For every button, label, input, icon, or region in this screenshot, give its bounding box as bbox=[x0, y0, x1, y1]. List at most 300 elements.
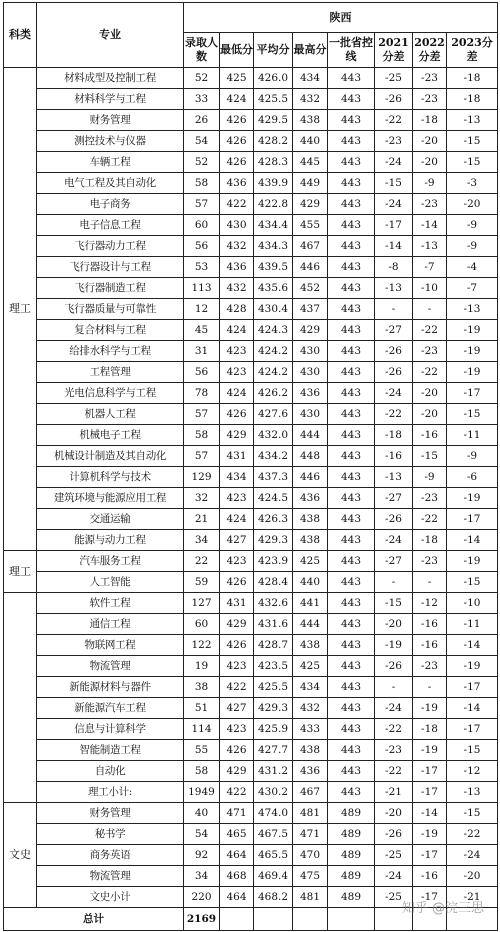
diff-2022-cell: -17 bbox=[413, 761, 447, 782]
avg-score-cell: 423.5 bbox=[254, 656, 293, 677]
diff-2023-cell: -11 bbox=[447, 425, 498, 446]
max-score-cell: 455 bbox=[293, 215, 328, 236]
max-score-cell: 444 bbox=[293, 425, 328, 446]
count-cell: 12 bbox=[184, 299, 220, 320]
header-col: 一批省控线 bbox=[328, 33, 375, 68]
major-cell: 人工智能 bbox=[37, 572, 184, 593]
diff-2022-cell: -23 bbox=[413, 194, 447, 215]
avg-score-cell: 423.9 bbox=[254, 551, 293, 572]
control-line-cell: 443 bbox=[328, 341, 375, 362]
diff-2023-cell: -15 bbox=[447, 803, 498, 824]
diff-2022-cell: -18 bbox=[413, 110, 447, 131]
count-cell: 52 bbox=[184, 152, 220, 173]
count-cell: 57 bbox=[184, 446, 220, 467]
min-score-cell: 422 bbox=[220, 677, 254, 698]
diff-2022-cell: -7 bbox=[413, 257, 447, 278]
max-score-cell: 438 bbox=[293, 110, 328, 131]
min-score-cell: 431 bbox=[220, 593, 254, 614]
header-category: 科类 bbox=[4, 3, 37, 68]
min-score-cell: 422 bbox=[220, 194, 254, 215]
count-cell: 58 bbox=[184, 173, 220, 194]
diff-2023-cell: -19 bbox=[447, 488, 498, 509]
header-col: 最高分 bbox=[293, 33, 328, 68]
control-line-cell: 443 bbox=[328, 299, 375, 320]
major-cell: 自动化 bbox=[37, 761, 184, 782]
count-cell: 21 bbox=[184, 509, 220, 530]
control-line-cell: 443 bbox=[328, 551, 375, 572]
min-score-cell: 432 bbox=[220, 278, 254, 299]
table-row bbox=[4, 488, 498, 509]
avg-score-cell: 432.0 bbox=[254, 425, 293, 446]
max-score-cell: 481 bbox=[293, 803, 328, 824]
avg-score-cell: 467.5 bbox=[254, 824, 293, 845]
control-line-cell: 443 bbox=[328, 152, 375, 173]
diff-2021-cell: -21 bbox=[375, 782, 413, 803]
avg-score-cell: 425.5 bbox=[254, 89, 293, 110]
max-score-cell: 437 bbox=[293, 299, 328, 320]
avg-score-cell: 427.6 bbox=[254, 404, 293, 425]
table-row bbox=[4, 845, 498, 866]
count-cell: 129 bbox=[184, 467, 220, 488]
count-cell: 53 bbox=[184, 257, 220, 278]
diff-2021-cell: - bbox=[375, 299, 413, 320]
count-cell: 113 bbox=[184, 278, 220, 299]
table-row bbox=[4, 68, 498, 89]
max-score-cell: 429 bbox=[293, 320, 328, 341]
avg-score-cell: 424.5 bbox=[254, 488, 293, 509]
max-score-cell: 440 bbox=[293, 572, 328, 593]
count-cell: 58 bbox=[184, 761, 220, 782]
diff-2022-cell: -9 bbox=[413, 467, 447, 488]
diff-2023-cell: -18 bbox=[447, 89, 498, 110]
diff-2021-cell: -22 bbox=[375, 761, 413, 782]
diff-2021-cell: -27 bbox=[375, 551, 413, 572]
max-score-cell: 445 bbox=[293, 152, 328, 173]
control-line-cell: 443 bbox=[328, 488, 375, 509]
major-cell: 汽车服务工程 bbox=[37, 551, 184, 572]
table-row bbox=[4, 740, 498, 761]
table-row bbox=[4, 656, 498, 677]
count-cell: 58 bbox=[184, 425, 220, 446]
major-cell: 飞行器质量与可靠性 bbox=[37, 299, 184, 320]
diff-2021-cell: -20 bbox=[375, 614, 413, 635]
min-score-cell: 436 bbox=[220, 173, 254, 194]
min-score-cell: 424 bbox=[220, 383, 254, 404]
count-cell: 32 bbox=[184, 488, 220, 509]
control-line-cell: 443 bbox=[328, 278, 375, 299]
major-cell: 交通运输 bbox=[37, 509, 184, 530]
table-body bbox=[4, 68, 498, 908]
control-line-cell: 443 bbox=[328, 194, 375, 215]
diff-2022-cell: -22 bbox=[413, 509, 447, 530]
control-line-cell: 489 bbox=[328, 887, 375, 908]
table-row bbox=[4, 866, 498, 887]
major-cell: 电子商务 bbox=[37, 194, 184, 215]
major-cell: 软件工程 bbox=[37, 593, 184, 614]
major-cell: 飞行器制造工程 bbox=[37, 278, 184, 299]
diff-2022-cell: -19 bbox=[413, 698, 447, 719]
count-cell: 19 bbox=[184, 656, 220, 677]
diff-2021-cell: -16 bbox=[375, 446, 413, 467]
diff-2023-cell: -17 bbox=[447, 677, 498, 698]
major-cell: 测控技术与仪器 bbox=[37, 131, 184, 152]
table-row bbox=[4, 362, 498, 383]
diff-2022-cell: -16 bbox=[413, 635, 447, 656]
max-score-cell: 446 bbox=[293, 257, 328, 278]
major-cell: 飞行器动力工程 bbox=[37, 236, 184, 257]
diff-2022-cell: -17 bbox=[413, 887, 447, 908]
control-line-cell: 443 bbox=[328, 215, 375, 236]
control-line-cell: 443 bbox=[328, 425, 375, 446]
control-line-cell: 443 bbox=[328, 614, 375, 635]
count-cell: 54 bbox=[184, 824, 220, 845]
major-cell: 物流管理 bbox=[37, 656, 184, 677]
avg-score-cell: 425.5 bbox=[254, 677, 293, 698]
count-cell: 34 bbox=[184, 530, 220, 551]
table-row bbox=[4, 257, 498, 278]
diff-2021-cell: -26 bbox=[375, 509, 413, 530]
diff-2022-cell: -20 bbox=[413, 131, 447, 152]
diff-2023-cell: -22 bbox=[447, 824, 498, 845]
category-cell: 理工 bbox=[4, 68, 37, 551]
control-line-cell: 443 bbox=[328, 89, 375, 110]
min-score-cell: 425 bbox=[220, 68, 254, 89]
diff-2021-cell: -23 bbox=[375, 131, 413, 152]
count-cell: 60 bbox=[184, 215, 220, 236]
control-line-cell: 443 bbox=[328, 530, 375, 551]
count-cell: 33 bbox=[184, 89, 220, 110]
table-header bbox=[4, 3, 498, 68]
count-cell: 60 bbox=[184, 614, 220, 635]
max-score-cell: 446 bbox=[293, 467, 328, 488]
control-line-cell: 443 bbox=[328, 404, 375, 425]
diff-2022-cell: -12 bbox=[413, 593, 447, 614]
diff-2022-cell: -16 bbox=[413, 866, 447, 887]
major-cell: 飞行器设计与工程 bbox=[37, 257, 184, 278]
diff-2021-cell: -24 bbox=[375, 152, 413, 173]
total-count: 2169 bbox=[184, 908, 220, 931]
max-score-cell: 433 bbox=[293, 719, 328, 740]
diff-2023-cell: -21 bbox=[447, 887, 498, 908]
control-line-cell: 443 bbox=[328, 635, 375, 656]
min-score-cell: 426 bbox=[220, 131, 254, 152]
diff-2023-cell: -19 bbox=[447, 362, 498, 383]
max-score-cell: 425 bbox=[293, 551, 328, 572]
table-row bbox=[4, 635, 498, 656]
min-score-cell: 431 bbox=[220, 446, 254, 467]
major-cell: 建筑环境与能源应用工程 bbox=[37, 488, 184, 509]
min-score-cell: 423 bbox=[220, 488, 254, 509]
min-score-cell: 429 bbox=[220, 761, 254, 782]
major-cell: 计算机科学与技术 bbox=[37, 467, 184, 488]
diff-2023-cell: -13 bbox=[447, 110, 498, 131]
min-score-cell: 423 bbox=[220, 656, 254, 677]
min-score-cell: 436 bbox=[220, 257, 254, 278]
diff-2021-cell: -26 bbox=[375, 89, 413, 110]
diff-2021-cell: -24 bbox=[375, 698, 413, 719]
major-cell: 电气工程及其自动化 bbox=[37, 173, 184, 194]
control-line-cell: 489 bbox=[328, 824, 375, 845]
diff-2022-cell: -13 bbox=[413, 236, 447, 257]
count-cell: 220 bbox=[184, 887, 220, 908]
table-row bbox=[4, 299, 498, 320]
control-line-cell: 443 bbox=[328, 509, 375, 530]
diff-2023-cell: -4 bbox=[447, 257, 498, 278]
major-cell: 秘书学 bbox=[37, 824, 184, 845]
avg-score-cell: 425.9 bbox=[254, 719, 293, 740]
diff-2021-cell: -26 bbox=[375, 656, 413, 677]
diff-2023-cell: -10 bbox=[447, 593, 498, 614]
diff-2022-cell: -23 bbox=[413, 68, 447, 89]
max-score-cell: 429 bbox=[293, 194, 328, 215]
max-score-cell: 434 bbox=[293, 677, 328, 698]
table-row bbox=[4, 509, 498, 530]
major-cell: 机器人工程 bbox=[37, 404, 184, 425]
min-score-cell: 426 bbox=[220, 635, 254, 656]
major-cell: 电子信息工程 bbox=[37, 215, 184, 236]
diff-2021-cell: -24 bbox=[375, 866, 413, 887]
avg-score-cell: 429.3 bbox=[254, 698, 293, 719]
table-row bbox=[4, 383, 498, 404]
diff-2022-cell: -23 bbox=[413, 89, 447, 110]
control-line-cell: 443 bbox=[328, 362, 375, 383]
diff-2022-cell: -17 bbox=[413, 782, 447, 803]
table-row bbox=[4, 278, 498, 299]
max-score-cell: 438 bbox=[293, 635, 328, 656]
diff-2023-cell: -14 bbox=[447, 530, 498, 551]
min-score-cell: 426 bbox=[220, 740, 254, 761]
max-score-cell: 467 bbox=[293, 236, 328, 257]
diff-2023-cell: -20 bbox=[447, 866, 498, 887]
control-line-cell: 443 bbox=[328, 698, 375, 719]
diff-2021-cell: -15 bbox=[375, 593, 413, 614]
table-row bbox=[4, 614, 498, 635]
diff-2021-cell: -27 bbox=[375, 320, 413, 341]
max-score-cell: 444 bbox=[293, 614, 328, 635]
diff-2021-cell: -19 bbox=[375, 635, 413, 656]
diff-2023-cell: -9 bbox=[447, 446, 498, 467]
diff-2021-cell: - bbox=[375, 677, 413, 698]
diff-2023-cell: -15 bbox=[447, 740, 498, 761]
avg-score-cell: 429.5 bbox=[254, 110, 293, 131]
count-cell: 31 bbox=[184, 341, 220, 362]
max-score-cell: 471 bbox=[293, 824, 328, 845]
min-score-cell: 424 bbox=[220, 320, 254, 341]
diff-2022-cell: -18 bbox=[413, 719, 447, 740]
control-line-cell: 443 bbox=[328, 110, 375, 131]
min-score-cell: 465 bbox=[220, 824, 254, 845]
major-cell: 光电信息科学与工程 bbox=[37, 383, 184, 404]
header-col: 2022分差 bbox=[413, 33, 447, 68]
min-score-cell: 429 bbox=[220, 614, 254, 635]
table-row bbox=[4, 803, 498, 824]
max-score-cell: 441 bbox=[293, 593, 328, 614]
table-row bbox=[4, 677, 498, 698]
min-score-cell: 426 bbox=[220, 404, 254, 425]
header-col: 最低分 bbox=[220, 33, 254, 68]
diff-2022-cell: -9 bbox=[413, 173, 447, 194]
count-cell: 114 bbox=[184, 719, 220, 740]
diff-2023-cell: -6 bbox=[447, 467, 498, 488]
major-cell: 物联网工程 bbox=[37, 635, 184, 656]
diff-2021-cell: -26 bbox=[375, 362, 413, 383]
max-score-cell: 440 bbox=[293, 131, 328, 152]
diff-2022-cell: - bbox=[413, 677, 447, 698]
diff-2023-cell: -19 bbox=[447, 551, 498, 572]
diff-2022-cell: -18 bbox=[413, 530, 447, 551]
diff-2022-cell: -20 bbox=[413, 404, 447, 425]
major-cell: 机械电子工程 bbox=[37, 425, 184, 446]
control-line-cell: 443 bbox=[328, 383, 375, 404]
control-line-cell: 443 bbox=[328, 761, 375, 782]
table-row bbox=[4, 89, 498, 110]
diff-2022-cell: -20 bbox=[413, 152, 447, 173]
major-cell: 车辆工程 bbox=[37, 152, 184, 173]
diff-2023-cell: -13 bbox=[447, 782, 498, 803]
min-score-cell: 468 bbox=[220, 866, 254, 887]
diff-2023-cell: -24 bbox=[447, 845, 498, 866]
watermark: 知乎 @浣三思 bbox=[401, 901, 484, 916]
table-row bbox=[4, 215, 498, 236]
major-cell: 新能源材料与器件 bbox=[37, 677, 184, 698]
control-line-cell: 443 bbox=[328, 257, 375, 278]
min-score-cell: 423 bbox=[220, 719, 254, 740]
diff-2022-cell: -19 bbox=[413, 824, 447, 845]
avg-score-cell: 424.2 bbox=[254, 341, 293, 362]
major-cell: 物流管理 bbox=[37, 866, 184, 887]
avg-score-cell: 422.8 bbox=[254, 194, 293, 215]
diff-2023-cell: -15 bbox=[447, 404, 498, 425]
major-cell: 新能源汽车工程 bbox=[37, 698, 184, 719]
diff-2021-cell: -13 bbox=[375, 467, 413, 488]
table-row bbox=[4, 719, 498, 740]
max-score-cell: 448 bbox=[293, 446, 328, 467]
diff-2021-cell: -25 bbox=[375, 68, 413, 89]
min-score-cell: 424 bbox=[220, 509, 254, 530]
diff-2021-cell: -13 bbox=[375, 278, 413, 299]
min-score-cell: 471 bbox=[220, 803, 254, 824]
diff-2023-cell: -20 bbox=[447, 194, 498, 215]
min-score-cell: 464 bbox=[220, 887, 254, 908]
control-line-cell: 489 bbox=[328, 803, 375, 824]
diff-2021-cell: -25 bbox=[375, 887, 413, 908]
diff-2022-cell: - bbox=[413, 572, 447, 593]
count-cell: 59 bbox=[184, 572, 220, 593]
diff-2023-cell: -11 bbox=[447, 614, 498, 635]
min-score-cell: 464 bbox=[220, 845, 254, 866]
avg-score-cell: 428.4 bbox=[254, 572, 293, 593]
table-row bbox=[4, 824, 498, 845]
max-score-cell: 452 bbox=[293, 278, 328, 299]
major-cell: 复合材料与工程 bbox=[37, 320, 184, 341]
count-cell: 57 bbox=[184, 404, 220, 425]
max-score-cell: 432 bbox=[293, 89, 328, 110]
major-cell: 能源与动力工程 bbox=[37, 530, 184, 551]
min-score-cell: 426 bbox=[220, 110, 254, 131]
count-cell: 22 bbox=[184, 551, 220, 572]
header-province: 陕西 bbox=[184, 3, 498, 33]
control-line-cell: 443 bbox=[328, 446, 375, 467]
category-cell: 文史 bbox=[4, 803, 37, 908]
table-row bbox=[4, 446, 498, 467]
count-cell: 54 bbox=[184, 131, 220, 152]
table-row bbox=[4, 131, 498, 152]
major-cell: 给排水科学与工程 bbox=[37, 341, 184, 362]
admission-score-table bbox=[3, 2, 498, 931]
avg-score-cell: 437.3 bbox=[254, 467, 293, 488]
diff-2021-cell: -25 bbox=[375, 845, 413, 866]
table-row bbox=[4, 572, 498, 593]
diff-2023-cell: -15 bbox=[447, 152, 498, 173]
diff-2022-cell: -23 bbox=[413, 551, 447, 572]
major-cell: 工程管理 bbox=[37, 362, 184, 383]
table-row bbox=[4, 551, 498, 572]
table-row bbox=[4, 467, 498, 488]
major-cell: 商务英语 bbox=[37, 845, 184, 866]
avg-score-cell: 431.2 bbox=[254, 761, 293, 782]
control-line-cell: 443 bbox=[328, 719, 375, 740]
table-row bbox=[4, 320, 498, 341]
diff-2021-cell: -27 bbox=[375, 488, 413, 509]
avg-score-cell: 434.3 bbox=[254, 236, 293, 257]
diff-2023-cell: -19 bbox=[447, 341, 498, 362]
diff-2021-cell: -24 bbox=[375, 530, 413, 551]
avg-score-cell: 434.2 bbox=[254, 446, 293, 467]
category-cell bbox=[4, 593, 37, 803]
avg-score-cell: 435.6 bbox=[254, 278, 293, 299]
count-cell: 52 bbox=[184, 68, 220, 89]
control-line-cell: 443 bbox=[328, 68, 375, 89]
diff-2022-cell: -14 bbox=[413, 803, 447, 824]
max-score-cell: 449 bbox=[293, 173, 328, 194]
major-cell: 智能制造工程 bbox=[37, 740, 184, 761]
table-row bbox=[4, 698, 498, 719]
table-row bbox=[4, 593, 498, 614]
major-cell: 材料科学与工程 bbox=[37, 89, 184, 110]
control-line-cell: 443 bbox=[328, 677, 375, 698]
min-score-cell: 424 bbox=[220, 89, 254, 110]
control-line-cell: 443 bbox=[328, 131, 375, 152]
diff-2023-cell: -9 bbox=[447, 215, 498, 236]
avg-score-cell: 465.5 bbox=[254, 845, 293, 866]
max-score-cell: 438 bbox=[293, 509, 328, 530]
control-line-cell: 489 bbox=[328, 845, 375, 866]
max-score-cell: 430 bbox=[293, 404, 328, 425]
diff-2023-cell: -19 bbox=[447, 656, 498, 677]
header-col: 平均分 bbox=[254, 33, 293, 68]
count-cell: 40 bbox=[184, 803, 220, 824]
table-row bbox=[4, 782, 498, 803]
count-cell: 55 bbox=[184, 740, 220, 761]
diff-2021-cell: -26 bbox=[375, 824, 413, 845]
avg-score-cell: 429.3 bbox=[254, 530, 293, 551]
diff-2021-cell: -24 bbox=[375, 194, 413, 215]
max-score-cell: 430 bbox=[293, 341, 328, 362]
major-cell: 财务管理 bbox=[37, 803, 184, 824]
avg-score-cell: 431.6 bbox=[254, 614, 293, 635]
diff-2022-cell: -20 bbox=[413, 383, 447, 404]
count-cell: 34 bbox=[184, 866, 220, 887]
diff-2021-cell: -23 bbox=[375, 740, 413, 761]
avg-score-cell: 439.5 bbox=[254, 257, 293, 278]
control-line-cell: 443 bbox=[328, 740, 375, 761]
diff-2022-cell: -10 bbox=[413, 278, 447, 299]
min-score-cell: 426 bbox=[220, 572, 254, 593]
diff-2021-cell: -14 bbox=[375, 236, 413, 257]
diff-2023-cell: -15 bbox=[447, 572, 498, 593]
min-score-cell: 429 bbox=[220, 425, 254, 446]
avg-score-cell: 430.2 bbox=[254, 782, 293, 803]
